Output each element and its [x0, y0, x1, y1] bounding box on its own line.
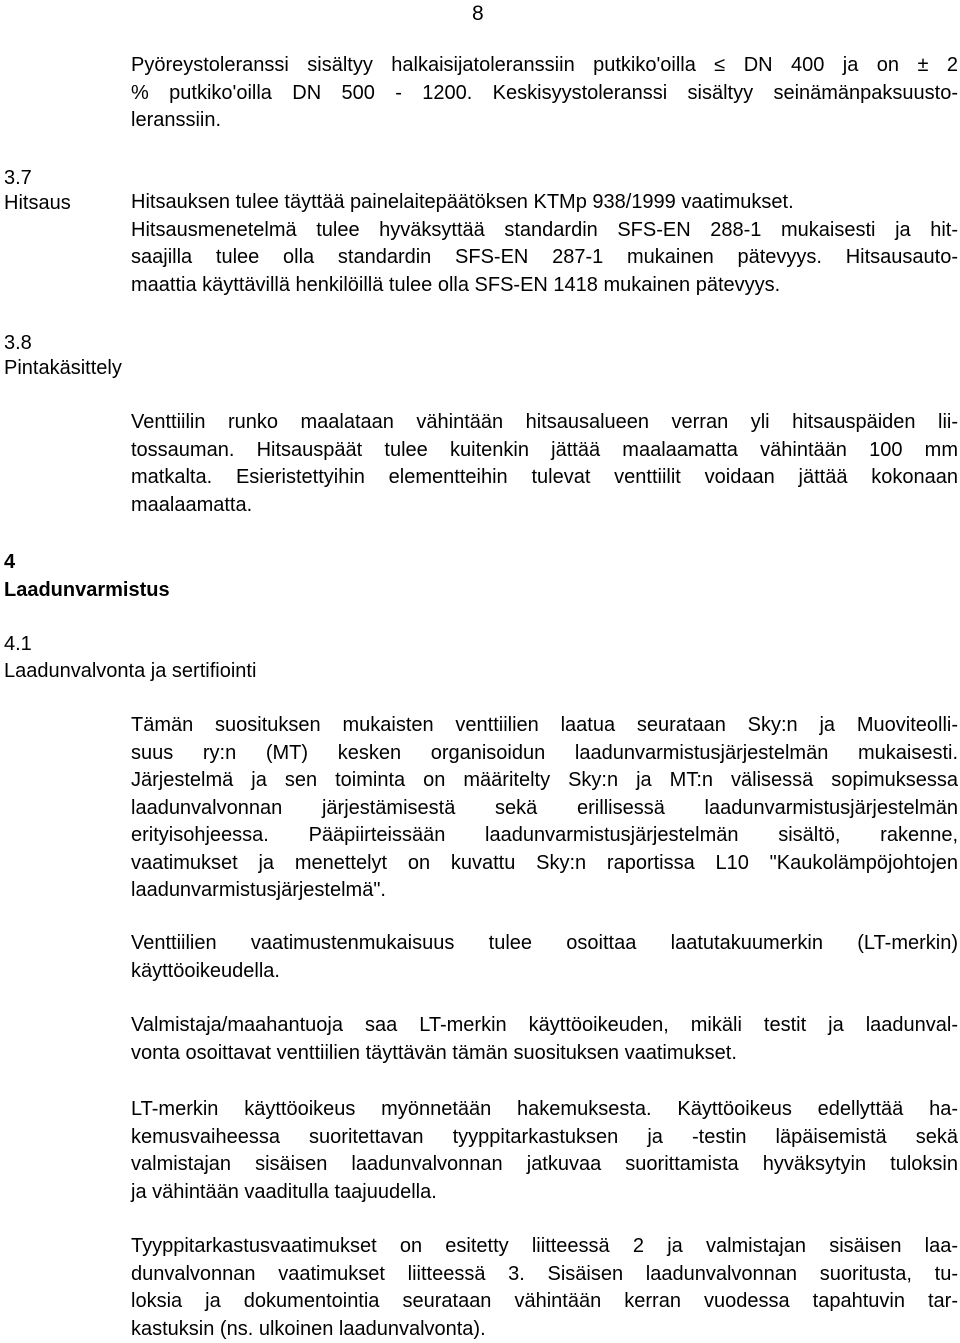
- text-line: Hitsauksen tulee täyttää painelaitepäätöksen KTMp 938/1999 vaatimukset.: [131, 189, 958, 217]
- text-line: Venttiilien vaatimustenmukaisuus tulee osoittaa laatutakuumerkin (LT-merkin): [131, 930, 958, 958]
- text-line: Venttiilin runko maalataan vähintään hitsausalueen verran yli hitsauspäiden lii-: [131, 409, 958, 437]
- text-line: erityisohjeessa. Pääpiirteissään laadunvarmistusjärjestelmän sisältö, rakenne,: [131, 822, 958, 850]
- text-line: käyttöoikeudella.: [131, 958, 958, 986]
- paragraph-lt-mark: [131, 1096, 958, 1206]
- text-line: maalaamatta.: [131, 492, 958, 520]
- section-title-pintakasittely: Pintakäsittely: [4, 354, 122, 382]
- text-line: Tyyppitarkastusvaatimukset on esitetty liitteessä 2 ja valmistajan sisäisen laa-: [131, 1233, 958, 1261]
- text-line: dunvalvonnan vaatimukset liitteessä 3. Sisäisen laadunvalvonnan suoritusta, tu-: [131, 1261, 958, 1289]
- paragraph-surface-treatment: [131, 409, 958, 519]
- section-title-laadunvarmistus: Laadunvarmistus: [4, 576, 170, 604]
- paragraph-conformity: [131, 930, 958, 985]
- section-number-4-1: 4.1: [4, 630, 32, 658]
- text-line: suus ry:n (MT) kesken organisoidun laadunvarmistusjärjestelmän mukaisesti.: [131, 740, 958, 768]
- text-line: vonta osoittavat venttiilien täyttävän tämän suosituksen vaatimukset.: [131, 1040, 958, 1068]
- text-line: Tämän suosituksen mukaisten venttiilien laatua seurataan Sky:n ja Muoviteolli-: [131, 712, 958, 740]
- page-number: 8: [472, 2, 484, 26]
- text-line: matkalta. Esieristettyihin elementteihin tulevat venttiilit voidaan jättää kokonaan: [131, 464, 958, 492]
- text-line: kemusvaiheessa suoritettavan tyyppitarkastuksen ja -testin läpäisemistä sekä: [131, 1124, 958, 1152]
- text-line: laadunvalvonnan järjestämisestä sekä erillisessä laadunvarmistusjärjestelmän: [131, 795, 958, 823]
- text-line: tossauman. Hitsauspäät tulee kuitenkin jättää maalaamatta vähintään 100 mm: [131, 437, 958, 465]
- paragraph-welding: [131, 189, 958, 299]
- text-line: saajilla tulee olla standardin SFS-EN 287-1 mukainen pätevyys. Hitsausauto-: [131, 244, 958, 272]
- section-number-3-7: 3.7: [4, 164, 32, 192]
- paragraph-quality-system: [131, 712, 958, 905]
- section-title-laadunvalvonta: Laadunvalvonta ja sertifiointi: [4, 657, 256, 685]
- paragraph-type-inspection: [131, 1233, 958, 1343]
- text-line: kastuksin (ns. ulkoinen laadunvalvonta).: [131, 1316, 958, 1343]
- text-line: laadunvarmistusjärjestelmä".: [131, 877, 958, 905]
- text-line: ja vähintään vaaditulla taajuudella.: [131, 1179, 958, 1207]
- text-line: valmistajan sisäisen laadunvalvonnan jatkuvaa suorittamista hyväksytyin tuloksin: [131, 1151, 958, 1179]
- text-line: leranssiin.: [131, 107, 958, 135]
- paragraph-manufacturer: [131, 1012, 958, 1067]
- section-number-3-8: 3.8: [4, 329, 32, 357]
- text-line: maattia käyttävillä henkilöillä tulee olla SFS-EN 1418 mukainen pätevyys.: [131, 272, 958, 300]
- text-line: loksia ja dokumentointia seurataan vähintään kerran vuodessa tapahtuvin tar-: [131, 1288, 958, 1316]
- paragraph-tolerances: [131, 52, 958, 135]
- text-line: Järjestelmä ja sen toiminta on määritelty Sky:n ja MT:n välisessä sopimuksessa: [131, 767, 958, 795]
- section-title-hitsaus: Hitsaus: [4, 189, 71, 217]
- text-line: vaatimukset ja menettelyt on kuvattu Sky:n raportissa L10 "Kaukolämpöjohtojen: [131, 850, 958, 878]
- section-number-4: 4: [4, 548, 15, 576]
- text-line: Hitsausmenetelmä tulee hyväksyttää standardin SFS-EN 288-1 mukaisesti ja hit-: [131, 217, 958, 245]
- text-line: Pyöreystoleranssi sisältyy halkaisijatoleranssiin putkiko'oilla ≤ DN 400 ja on ± 2: [131, 52, 958, 80]
- text-line: Valmistaja/maahantuoja saa LT-merkin käyttöoikeuden, mikäli testit ja laadunval-: [131, 1012, 958, 1040]
- text-line: % putkiko'oilla DN 500 - 1200. Keskisyystoleranssi sisältyy seinämänpaksuusto-: [131, 80, 958, 108]
- text-line: LT-merkin käyttöoikeus myönnetään hakemuksesta. Käyttöoikeus edellyttää ha-: [131, 1096, 958, 1124]
